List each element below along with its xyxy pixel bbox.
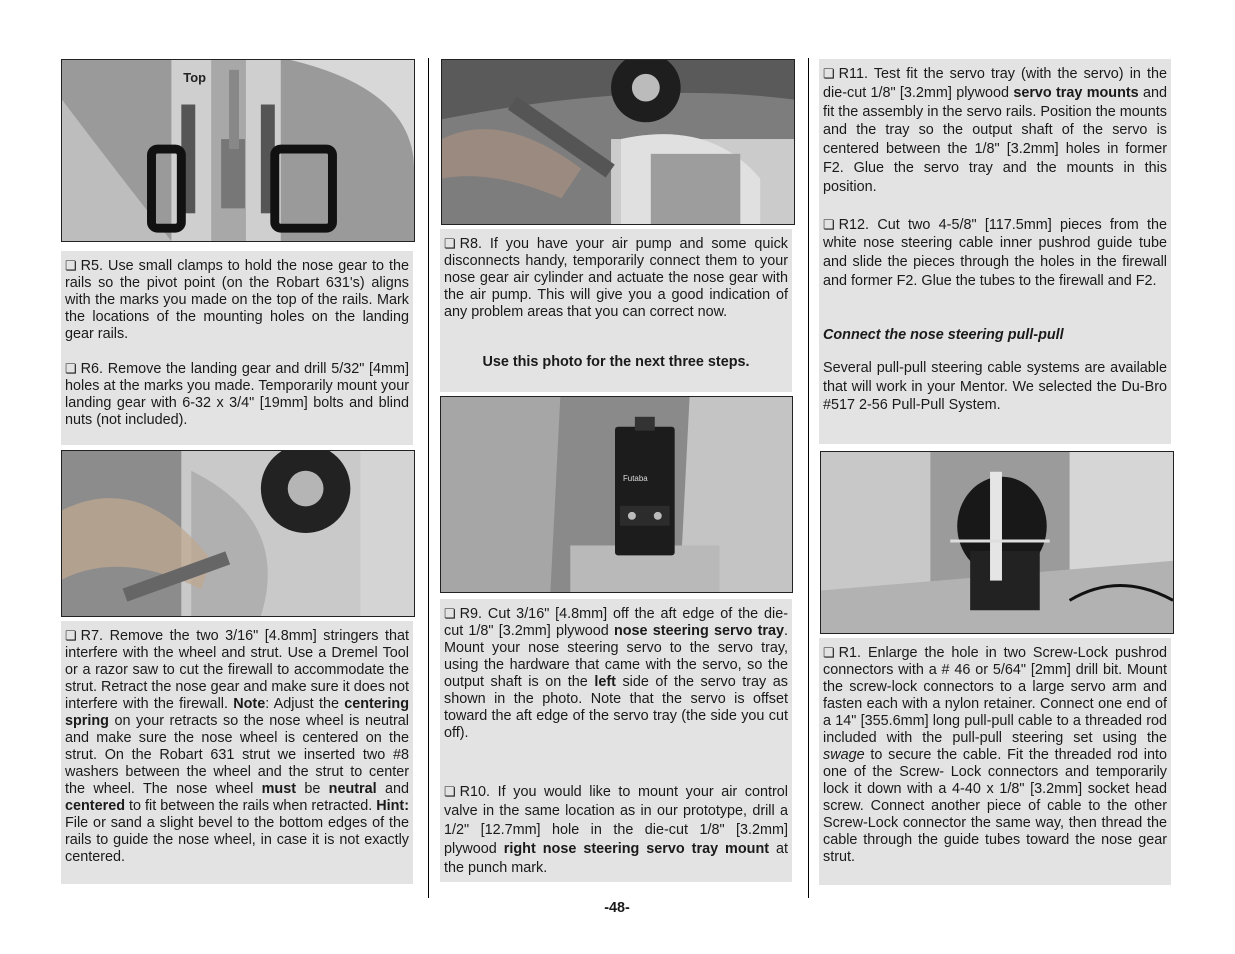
step-r9-bold-1: nose steering servo tray <box>613 623 784 639</box>
column-divider-left <box>428 58 429 898</box>
step-r9-text-2: . Mount your nose steering servo to the servo tray, using the hardware that came with the servo, so the output shaft is on the <box>444 623 788 690</box>
checkbox-r5[interactable]: ❏ <box>65 258 77 273</box>
step-r11 <box>823 65 1167 197</box>
section-heading: Connect the nose steering pull-pull <box>823 326 1064 343</box>
step-r10-text-1: R10. If you would like to mount your air control valve in the same location as in our prototype, drill a 1/2" [12.7mm] hole in the die-cut 1/8" [3.2mm] plywood <box>444 784 788 857</box>
step-r1-italic-1: swage <box>823 747 865 763</box>
checkbox-r10[interactable]: ❏ <box>444 784 456 799</box>
step-r10-text-2: at the punch mark. <box>444 841 789 876</box>
step-box-r5-r6 <box>61 251 413 445</box>
checkbox-r8[interactable]: ❏ <box>444 236 456 251</box>
step-r9-text-3: side of the servo tray as shown in the photo. Note that the servo is offset toward the aft edge of the servo tray (the side you cut off). <box>444 674 788 741</box>
page-number: -48- <box>604 900 630 916</box>
step-r9 <box>444 605 788 742</box>
photo-caption: Use this photo for the next three steps. <box>482 354 750 370</box>
note-label: Note <box>233 696 266 712</box>
step-r6 <box>65 360 409 429</box>
step-r11-bold-1: servo tray mounts <box>1013 84 1139 101</box>
hint-label: Hint: <box>376 798 409 814</box>
step-box-r8 <box>440 229 792 392</box>
step-r10 <box>444 782 788 878</box>
step-r11-text-2: and fit the assembly in the servo rails. Position the mounts and the tray so the output shaft of the servo is centered between the 1/8" [3.2mm] holes in former F2. Glue the servo tray and the mounts in this position. <box>823 84 1168 195</box>
step-r5 <box>65 257 409 343</box>
checkbox-r7[interactable]: ❏ <box>65 628 77 643</box>
step-r9-text-1: R9. Cut 3/16" [4.8mm] off the aft edge of the die-cut 1/8" [3.2mm] plywood <box>444 606 788 639</box>
step-r1 <box>823 644 1167 866</box>
step-r7-text-6: to fit between the rails when retracted. <box>125 798 377 814</box>
photo-servo-tray <box>440 396 793 593</box>
step-r12-text: R12. Cut two 4-5/8" [117.5mm] pieces from the white nose steering cable inner pushrod guide tube and slide the pieces through the holes in the firewall and former F2. Glue the tubes to the firewall and F2. <box>823 216 1167 289</box>
step-r8-text: R8. If you have your air pump and some quick disconnects handy, temporarily connect them to your nose gear air cylinder and actuate the nose gear with the air pump. This will give you a good indication of any problem areas that you can correct now. <box>444 236 788 320</box>
checkbox-r12[interactable]: ❏ <box>823 216 835 232</box>
step-r7 <box>65 627 409 866</box>
step-r7-bold-4: centered <box>65 798 125 814</box>
step-r5-text: R5. Use small clamps to hold the nose gear to the rails so the pivot point (on the Robart 631's) aligns with the marks you made on the top of the rails. Mark the locations of the mounting holes on the landing gear rails. <box>65 258 409 342</box>
step-r7-text-2: : Adjust the <box>265 696 345 712</box>
step-box-r11-r12 <box>819 59 1171 444</box>
step-box-r1 <box>819 638 1171 885</box>
photo-firewall-stringers <box>61 450 415 617</box>
step-r12 <box>823 216 1167 291</box>
step-r11-text-1: R11. Test fit the servo tray (with the servo) in the die-cut 1/8" [3.2mm] plywood <box>823 66 1167 101</box>
step-r6-text: R6. Remove the landing gear and drill 5/32" [4mm] holes at the marks you made. Temporarily mount your landing gear with 6-32 x 3/4" [19mm] bolts and blind nuts (not included). <box>65 361 409 428</box>
step-box-r7 <box>61 621 413 884</box>
step-r7-text-7: File or sand a slight bevel to the bottom edges of the rails to guide the nose wheel, in case it is not exactly centered. <box>65 815 409 865</box>
photo-label-futaba: Futaba <box>622 474 648 484</box>
step-r7-text-4: be <box>296 781 329 797</box>
photo-pull-pull-servo <box>820 451 1174 634</box>
checkbox-r9[interactable]: ❏ <box>444 606 456 621</box>
step-r8 <box>444 235 788 321</box>
photo-air-pump <box>441 59 795 225</box>
photo-nose-gear-top <box>61 59 415 242</box>
step-r7-bold-1: centering spring <box>65 696 409 729</box>
step-r7-bold-2: must <box>261 781 296 797</box>
step-r7-text-1: R7. Remove the two 3/16" [4.8mm] stringers that interfere with the wheel and strut. Use a Dremel Tool or a razor saw to cut the firewall to accommodate the strut. Retract the nose gear and make sure it does not interfere with the firewall. <box>65 628 409 712</box>
step-r9-bold-2: left <box>594 674 616 690</box>
checkbox-r11[interactable]: ❏ <box>823 66 835 81</box>
step-r7-text-3: on your retracts so the nose wheel is neutral and make sure the nose wheel is centered on the strut. On the Robart 631 strut we inserted two #8 washers between the wheel and the strut to center the wheel. The nose wheel <box>65 713 409 797</box>
checkbox-r1[interactable]: ❏ <box>823 645 835 660</box>
step-box-r9-r10 <box>440 599 792 882</box>
photo-label-top: Top <box>183 69 207 85</box>
step-r7-bold-3: neutral <box>328 781 377 797</box>
step-r10-bold-1: right nose steering servo tray mount <box>503 841 770 857</box>
step-r1-text-1: R1. Enlarge the hole in two Screw-Lock pushrod connectors with a # 46 or 5/64" [2mm] drill bit. Mount the screw-lock connectors to a large servo arm and fasten each with a nylon retainer. Connect one end of a 14" [355.6mm] long pull-pull cable to a threaded rod included with the pull-pull steering set using the <box>823 645 1167 746</box>
checkbox-r6[interactable]: ❏ <box>65 361 77 376</box>
column-divider-right <box>808 58 809 898</box>
section-intro: Several pull-pull steering cable systems are available that will work in your Mentor. We selected the Du-Bro #517 2-56 Pull-Pull System. <box>823 359 1167 414</box>
step-r7-text-5: and <box>376 781 409 797</box>
step-r1-text-2: to secure the cable. Fit the threaded rod into one of the Screw- Lock connectors and temporarily lock it down with a 4-40 x 1/8" [3.2mm] socket head screw. Connect another piece of cable to the other Screw-Lock connector the same way, then thread the cable through the guide tubes toward the nose gear strut. <box>823 747 1167 865</box>
